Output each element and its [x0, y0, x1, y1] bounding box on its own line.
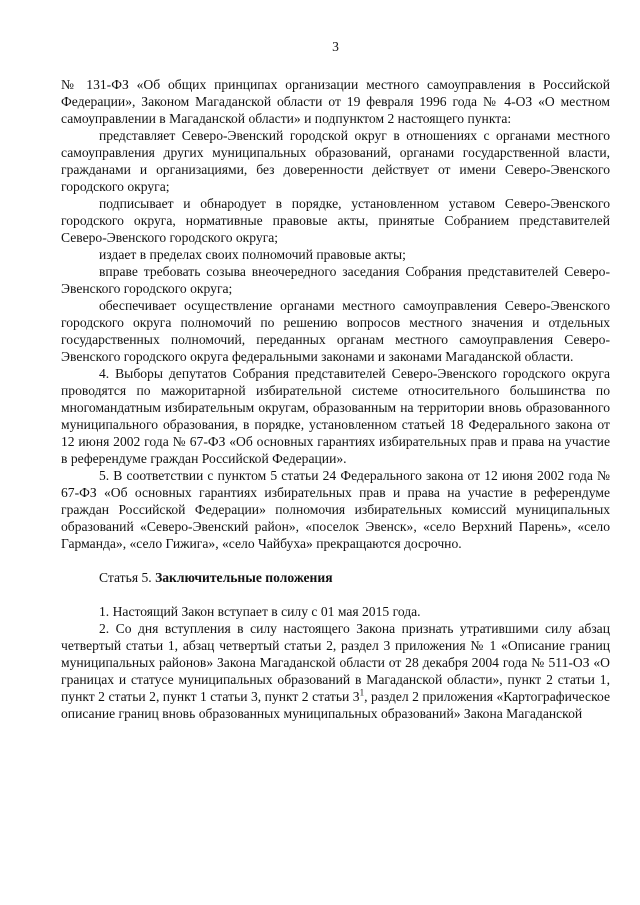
body-text-before — [61, 76, 610, 552]
paragraph: обеспечивает осуществление органами местного самоуправления Северо-Эвенского городского округа полномочий по решению вопросов местного значения и отдельных государственных полномочий, переданных органам местного самоуправления Северо-Эвенского городского округа федеральными законами и законами Магаданской области. — [61, 298, 610, 364]
paragraph: вправе требовать созыва внеочередного заседания Собрания представителей Северо-Эвенского городского округа; — [61, 264, 610, 296]
paragraph: издает в пределах своих полномочий правовые акты; — [99, 247, 406, 262]
page-number: 3 — [332, 39, 339, 54]
article-heading — [61, 569, 610, 586]
body-text-after — [61, 603, 610, 722]
paragraph-item-5: 5. В соответствии с пунктом 5 статьи 24 Федерального закона от 12 июня 2002 года № 67-ФЗ «Об основных гарантиях избирательных прав и права на участие в референдуме граждан Российской Федерации» полномочия избирательных комиссий муниципальных образований «Северо-Эвенский район», «поселок Эвенск», «село Верхний Парень», «село Гарманда», «село Гижига», «село Чайбуха» прекращаются досрочно. — [61, 468, 610, 551]
paragraph-text: , раздел 2 приложения «Картографическое описание границ вновь образованных муниципальных образований» Закона Магаданской — [61, 689, 611, 721]
paragraph: № 131-ФЗ «Об общих принципах организации местного самоуправления в Российской Федерации», Законом Магаданской области от 19 февраля 1996 года № 4-ОЗ «О местном самоуправлении в Магаданской области» и подпунктом 2 настоящего пункта: — [61, 77, 610, 126]
article-label: Статья 5. — [99, 570, 152, 585]
article-title: Заключительные положения — [155, 570, 333, 585]
paragraph-item-1: 1. Настоящий Закон вступает в силу с 01 мая 2015 года. — [99, 604, 421, 619]
superscript: 1 — [359, 687, 365, 698]
paragraph-item-4: 4. Выборы депутатов Собрания представителей Северо-Эвенского городского округа проводятся по мажоритарной избирательной системе относительного большинства по многомандатным избирательным округам, образованным на территории вновь образованного муниципального образования, в порядке, установленном статьей 18 Федерального закона от 12 июня 2002 года № 67-ФЗ «Об основных гарантиях избирательных прав и права на участие в референдуме граждан Российской Федерации». — [61, 366, 610, 466]
paragraph: представляет Северо-Эвенский городской округ в отношениях с органами местного самоуправления других муниципальных образований, органами государственной власти, гражданами и организациями, без доверенности действует от имени Северо-Эвенского городского округа; — [61, 128, 610, 194]
paragraph: подписывает и обнародует в порядке, установленном уставом Северо-Эвенского городского округа, нормативные правовые акты, принятые Собранием представителей Северо-Эвенского городского округа; — [61, 196, 610, 245]
paragraph-item-2 — [61, 620, 610, 722]
paragraph-text: 2. Со дня вступления в силу настоящего Закона признать утратившими силу абзац четвертый статьи 1, абзац четвертый статьи 2, раздел 3 приложения № 1 «Описание границ муниципальных районов» Закона Магаданской области от 28 декабря 2004 года № 511-ОЗ «О границах и статусе муниципальных образований в Магаданской области», пункт 2 статьи 1, пункт 2 статьи 2, пункт 1 статьи 3, пункт 2 статьи 3 — [61, 621, 610, 704]
